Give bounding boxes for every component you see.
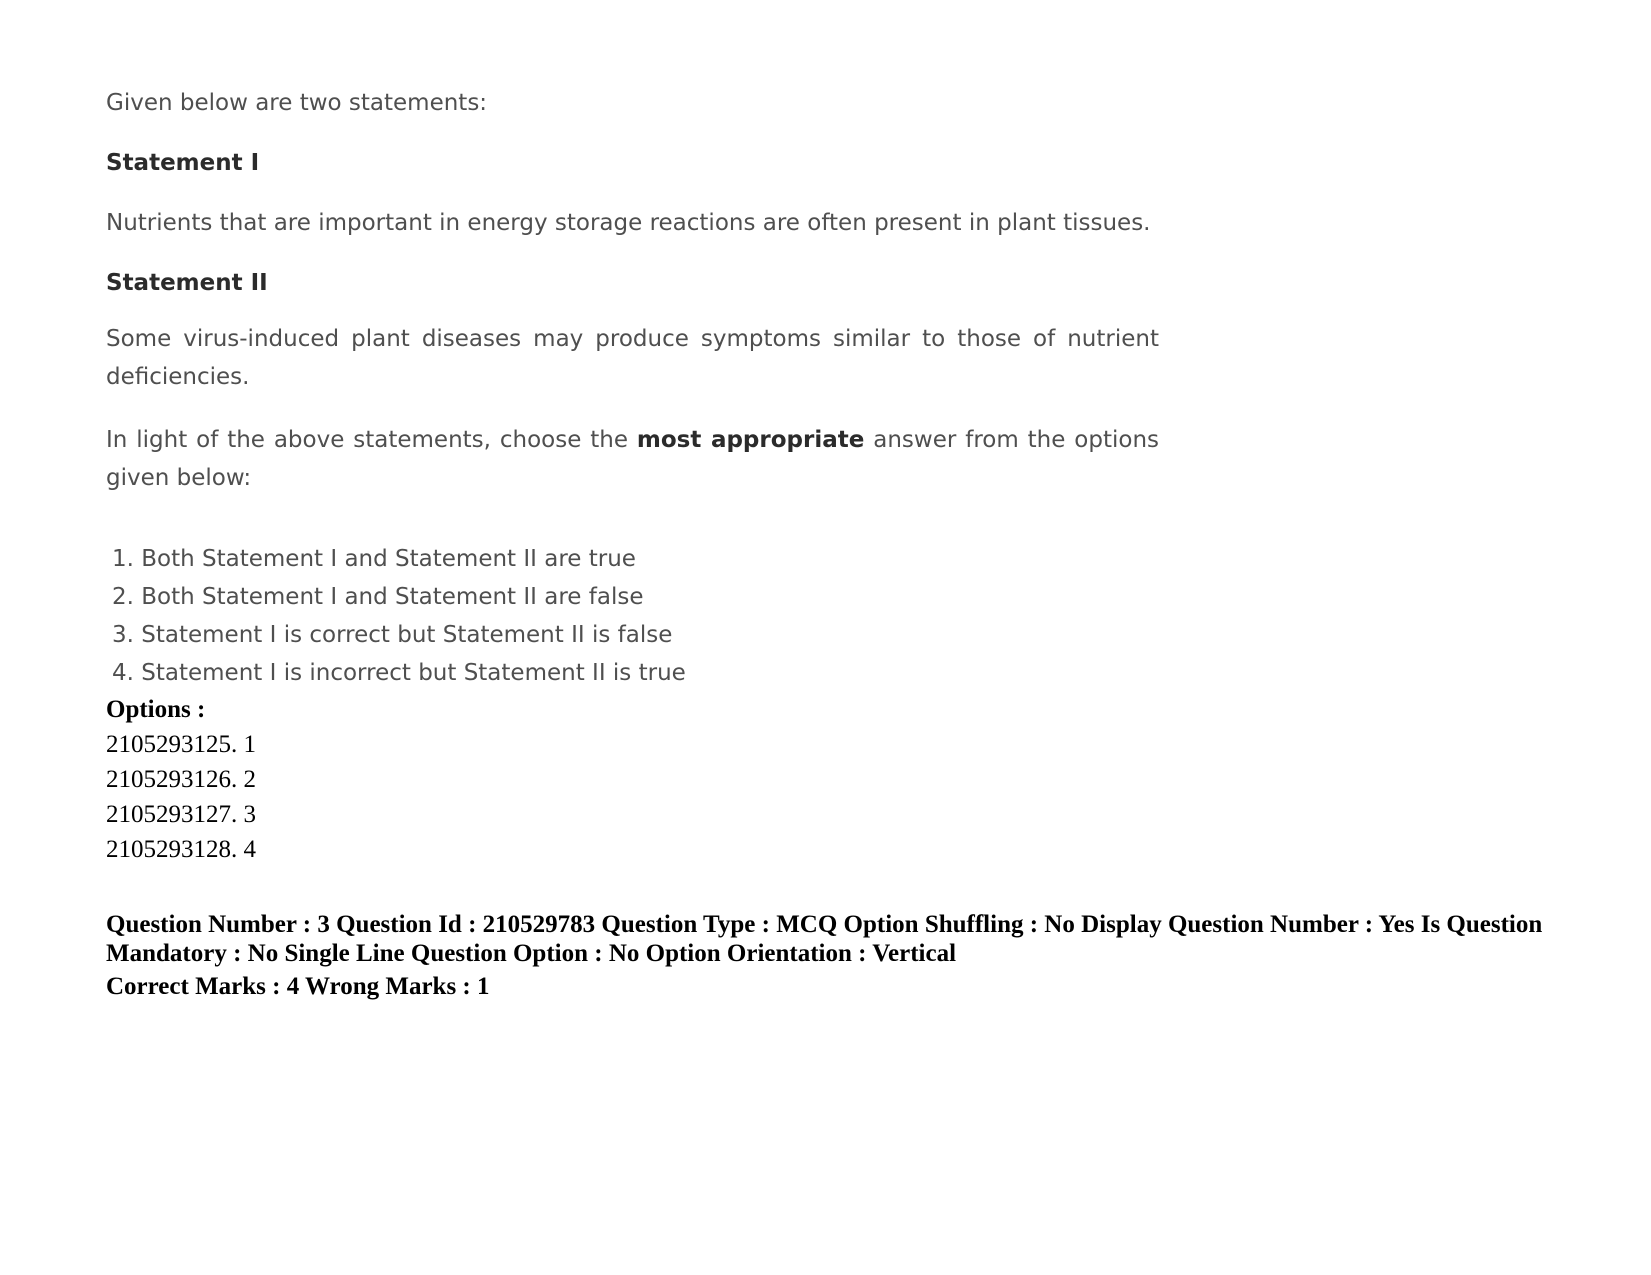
option-item: 2105293128. 4 [106, 836, 256, 863]
statement-1-text: Nutrients that are important in energy storage reactions are often present in plant tissues. [106, 210, 1151, 236]
question-intro: Given below are two statements: [106, 90, 488, 116]
options-block [106, 692, 256, 867]
choice-list [112, 540, 686, 692]
question-info-block [106, 910, 1576, 1001]
option-item: 2105293127. 3 [106, 801, 256, 828]
choice-item: 2. Both Statement I and Statement II are false [112, 584, 644, 610]
option-item: 2105293125. 1 [106, 731, 256, 758]
instruction-text-start: In light of the above statements, choose the [106, 427, 637, 453]
question-instruction [106, 421, 1159, 497]
question-details: Question Number : 3 Question Id : 210529783 Question Type : MCQ Option Shuffling : No Display Question Number : Yes Is Question Mandatory : No Single Line Question Option : No Option Orientation : Vertical [106, 911, 1543, 967]
statement-1-label: Statement I [106, 150, 260, 176]
choice-item: 1. Both Statement I and Statement II are true [112, 546, 636, 572]
instruction-emphasis: most appropriate [636, 427, 865, 453]
marks-info: Correct Marks : 4 Wrong Marks : 1 [106, 973, 490, 1000]
statement-2-text: Some virus-induced plant diseases may produce symptoms similar to those of nutrient deficiencies. [106, 326, 1159, 390]
options-heading: Options : [106, 696, 206, 723]
choice-item: 4. Statement I is incorrect but Statement II is true [112, 660, 686, 686]
instruction-text-end: answer from the options given below: [106, 427, 1159, 491]
choice-item: 3. Statement I is correct but Statement II is false [112, 622, 673, 648]
option-item: 2105293126. 2 [106, 766, 256, 793]
statement-2-label: Statement II [106, 270, 268, 296]
